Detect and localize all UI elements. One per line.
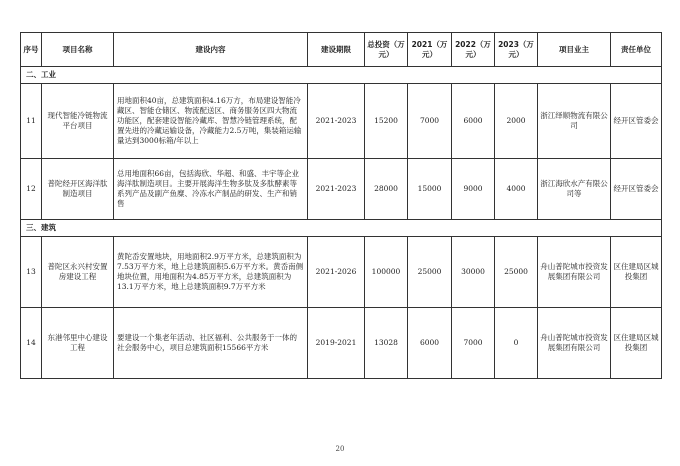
page-number: 20	[335, 445, 345, 453]
cell-2022: 6000	[452, 84, 495, 159]
project-table-sheet	[20, 32, 661, 379]
section-title: 三、建筑	[21, 220, 662, 237]
cell-content: 要建设一个集老年活动、社区福利、公共服务于一体的社会服务中心，项目总建筑面积15566平方米	[114, 308, 308, 379]
cell-2023: 25000	[495, 237, 538, 308]
header-total-investment: 总投资（万元）	[365, 33, 408, 67]
cell-total: 100000	[365, 237, 408, 308]
cell-period: 2021-2023	[308, 159, 365, 220]
section-row-industry	[21, 67, 662, 84]
cell-owner: 舟山普陀城市投资发展集团有限公司	[538, 237, 611, 308]
cell-responsible: 经开区管委会	[611, 159, 662, 220]
cell-no: 11	[21, 84, 42, 159]
cell-owner: 浙江绎顺物流有限公司	[538, 84, 611, 159]
header-responsible: 责任单位	[611, 33, 662, 67]
cell-responsible: 经开区管委会	[611, 84, 662, 159]
header-owner: 项目业主	[538, 33, 611, 67]
table-header-row	[21, 33, 662, 67]
cell-2021: 25000	[408, 237, 452, 308]
cell-total: 28000	[365, 159, 408, 220]
cell-project-name: 现代智能冷链物流平台项目	[42, 84, 114, 159]
cell-owner: 浙江海欣水产有限公司等	[538, 159, 611, 220]
table-row	[21, 84, 662, 159]
cell-2023: 2000	[495, 84, 538, 159]
cell-content: 总用地面积66亩，包括海欣、华超、和盛、丰宇等企业海洋肽制造项目。主要开展海洋生物多肽及多肽酵素等系列产品及副产鱼糜、冷冻水产制品的研发、生产和销售	[114, 159, 308, 220]
cell-total: 15200	[365, 84, 408, 159]
cell-2023: 4000	[495, 159, 538, 220]
cell-period: 2021-2023	[308, 84, 365, 159]
header-2023: 2023（万元）	[495, 33, 538, 67]
cell-no: 13	[21, 237, 42, 308]
section-row-construction	[21, 220, 662, 237]
cell-responsible: 区住建局区城投集团	[611, 237, 662, 308]
cell-content: 用地面积40亩，总建筑面积4.16万方，布局建设智能冷藏区、智能仓储区、物流配送区、商务服务区四大物流功能区，配套建设智能冷藏库、智慧冷链管理系统，配置先进的冷藏运输设备，冷藏能力2.5万吨，集装箱运输量达到3000标箱/年以上	[114, 84, 308, 159]
cell-2022: 9000	[452, 159, 495, 220]
cell-owner: 舟山普陀城市投资发展集团有限公司	[538, 308, 611, 379]
cell-no: 14	[21, 308, 42, 379]
cell-2021: 15000	[408, 159, 452, 220]
header-2021: 2021（万元）	[408, 33, 452, 67]
section-title: 二、工业	[21, 67, 662, 84]
cell-2022: 30000	[452, 237, 495, 308]
cell-2021: 7000	[408, 84, 452, 159]
table-row	[21, 308, 662, 379]
header-2022: 2022（万元）	[452, 33, 495, 67]
cell-period: 2019-2021	[308, 308, 365, 379]
cell-period: 2021-2026	[308, 237, 365, 308]
cell-responsible: 区住建局区城投集团	[611, 308, 662, 379]
header-project-name: 项目名称	[42, 33, 114, 67]
cell-project-name: 东港邻里中心建设工程	[42, 308, 114, 379]
table-row	[21, 237, 662, 308]
header-content: 建设内容	[114, 33, 308, 67]
cell-no: 12	[21, 159, 42, 220]
cell-project-name: 普陀经开区海洋肽制造项目	[42, 159, 114, 220]
project-table	[20, 32, 662, 379]
cell-2023: 0	[495, 308, 538, 379]
cell-total: 13028	[365, 308, 408, 379]
cell-project-name: 普陀区永兴村安置房建设工程	[42, 237, 114, 308]
header-no: 序号	[21, 33, 42, 67]
table-row	[21, 159, 662, 220]
header-period: 建设期限	[308, 33, 365, 67]
cell-2022: 7000	[452, 308, 495, 379]
cell-2021: 6000	[408, 308, 452, 379]
cell-content: 黄陀岙安置地块，用地面积2.9万平方米，总建筑面积为7.53万平方米，地上总建筑面积5.6万平方米。黄岙南侧地块位置，用地面积为4.85万平方米，总建筑面积为13.1万平方米，地上总建筑面积9.7万平方米	[114, 237, 308, 308]
